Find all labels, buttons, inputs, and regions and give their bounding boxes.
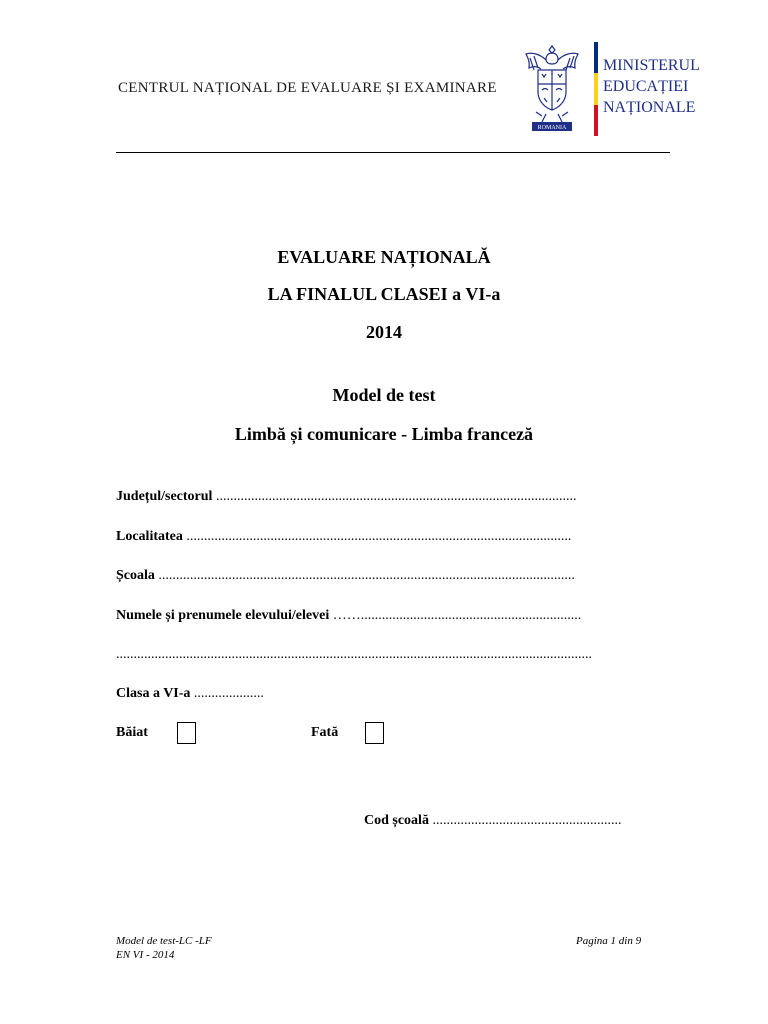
scoala-label: Școala <box>116 568 155 583</box>
romania-coat-of-arms-icon <box>522 42 582 134</box>
clasa-field[interactable] <box>116 686 264 702</box>
footer-left <box>116 934 212 962</box>
title-subject: Limbă și comunicare - Limba franceză <box>234 424 534 444</box>
nume-label: Numele și prenumele elevului/elevei <box>116 608 330 623</box>
page-number: Pagina 1 din 9 <box>576 935 642 947</box>
ministry-line-2: EDUCAȚIEI <box>603 78 689 95</box>
crest-label: ROMANIA <box>537 125 567 131</box>
scoala-field[interactable] <box>116 568 575 584</box>
baiat-label: Băiat <box>116 725 148 740</box>
judet-dots: ....................................................................................................... <box>215 489 577 504</box>
title-clasa: LA FINALUL CLASEI a VI-a <box>267 284 501 304</box>
scoala-dots: ....................................................................................................................... <box>158 568 575 583</box>
nume-dots: ……............................................................... <box>332 608 582 623</box>
ministry-logo-text <box>603 55 700 118</box>
tricolor-bar <box>594 42 598 136</box>
title-year: 2014 <box>366 322 402 342</box>
cod-scoala-label: Cod școală <box>364 813 429 828</box>
cod-scoala-dots: ...................................................... <box>432 813 622 828</box>
ministry-line-3: NAȚIONALE <box>603 99 696 116</box>
nume-field[interactable] <box>116 608 581 624</box>
title-model: Model de test <box>332 385 436 405</box>
fata-label: Fată <box>311 725 339 740</box>
localitate-label: Localitatea <box>116 529 183 544</box>
nume-continuation-dots: ........................................................................................................................................ <box>116 647 592 662</box>
header-divider <box>116 152 670 153</box>
nume-continuation-field[interactable] <box>116 647 592 663</box>
title-evaluare: EVALUARE NAȚIONALĂ <box>277 247 491 267</box>
clasa-label: Clasa a VI-a <box>116 686 191 701</box>
judet-field[interactable] <box>116 489 576 505</box>
center-name: CENTRUL NAȚIONAL DE EVALUARE ȘI EXAMINARE <box>118 80 497 96</box>
cod-scoala-field[interactable] <box>364 813 621 829</box>
judet-label: Județul/sectorul <box>116 489 213 504</box>
localitate-dots: .............................................................................................................. <box>186 529 572 544</box>
localitate-field[interactable] <box>116 529 571 545</box>
fata-checkbox[interactable] <box>365 722 384 744</box>
footer-exam-code: EN VI - 2014 <box>116 949 175 961</box>
ministry-line-1: MINISTERUL <box>603 57 700 74</box>
footer-test-code: Model de test-LC -LF <box>116 935 212 947</box>
baiat-checkbox[interactable] <box>177 722 196 744</box>
clasa-dots: .................... <box>193 686 264 701</box>
